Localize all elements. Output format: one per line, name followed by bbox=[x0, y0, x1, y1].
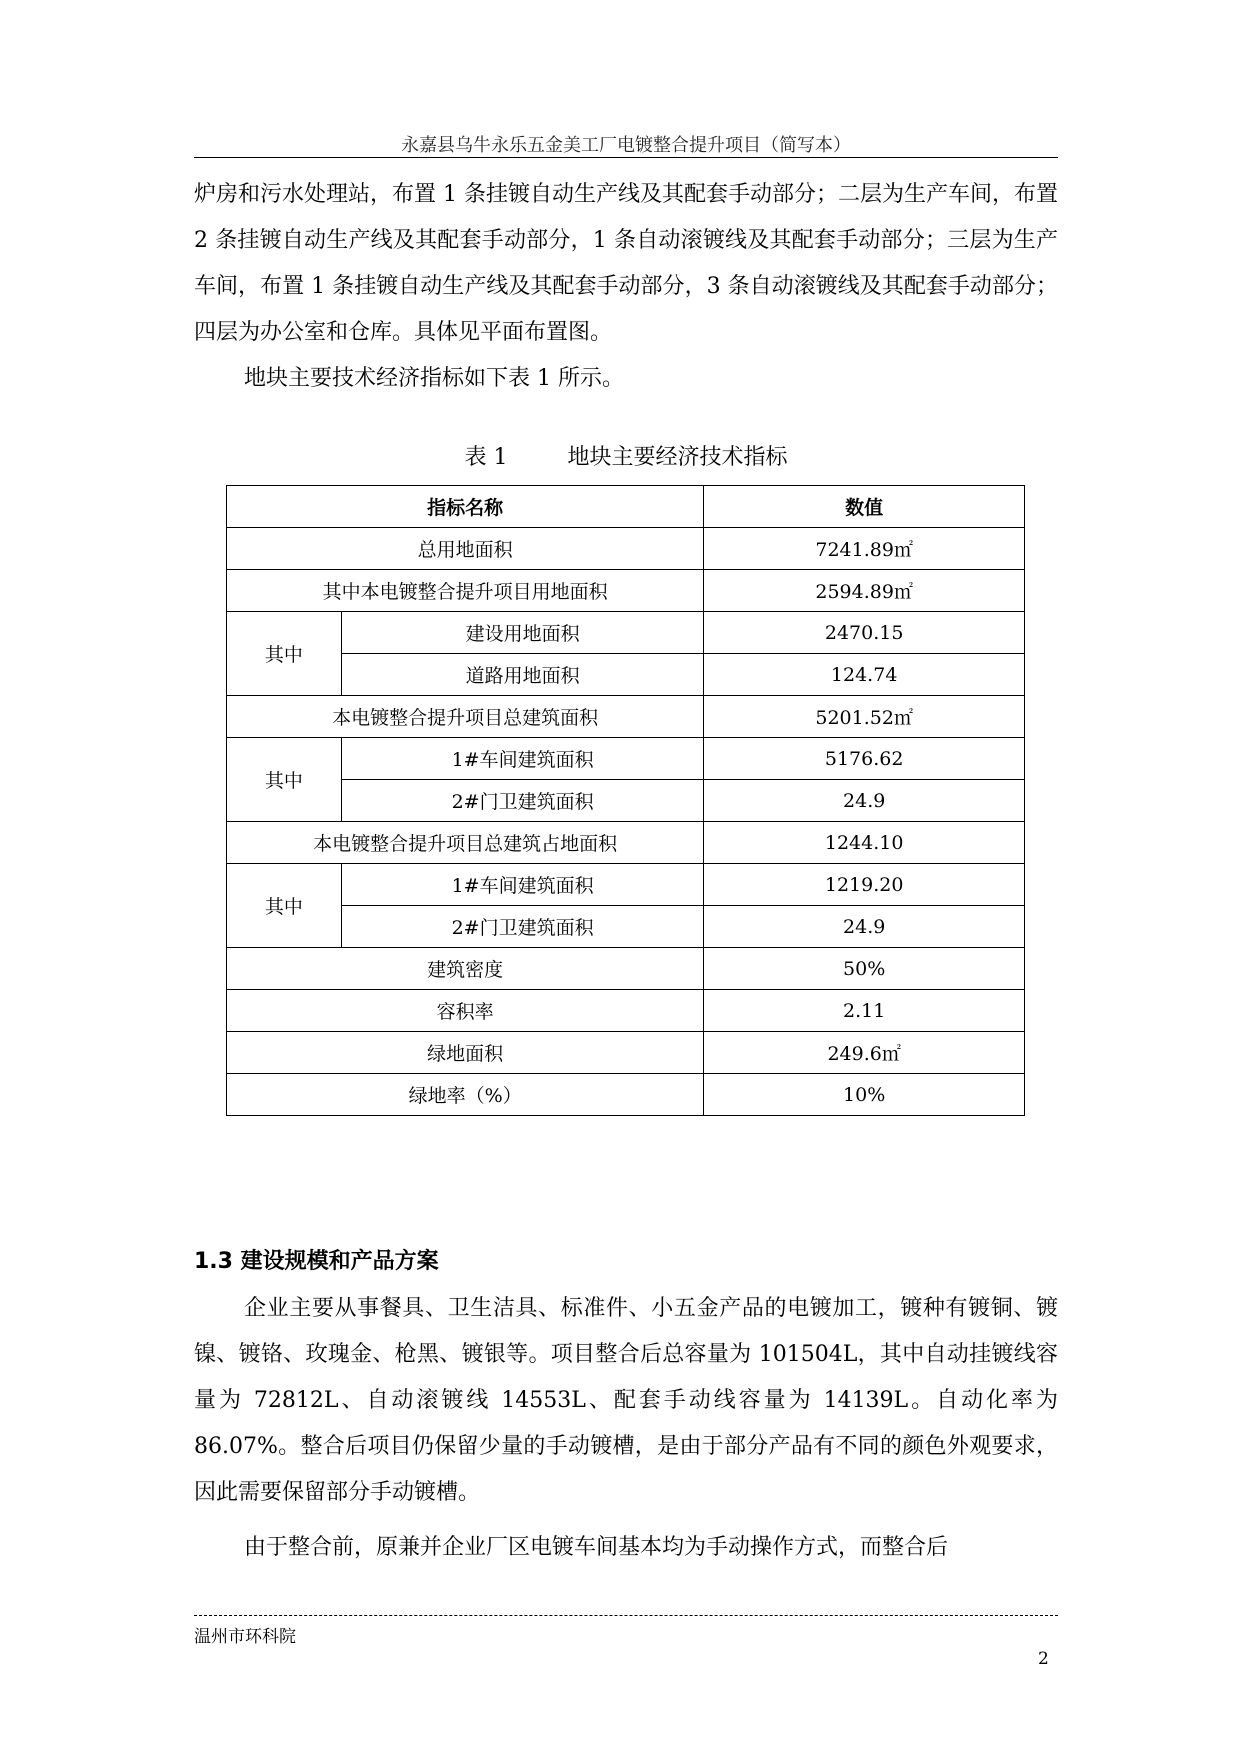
section-paragraph-1: 企业主要从事餐具、卫生洁具、标准件、小五金产品的电镀加工，镀种有镀铜、镀镍、镀铬、玫瑰金、枪黑、镀银等。项目整合后总容量为 101504L，其中自动挂镀线容量为 72812L、自动滚镀线 14553L、配套手动线容量为 14139L。自动化率为 86.07%。整合后项目仍保留少量的手动镀槽，是由于部分产品有不同的颜色外观要求，因此需要保留部分手动镀槽。 bbox=[194, 1296, 1058, 1505]
table-row bbox=[227, 864, 1025, 906]
row-label: 1#车间建筑面积 bbox=[341, 864, 704, 906]
table-caption-title: 地块主要经济技术指标 bbox=[567, 445, 788, 470]
table-row bbox=[227, 654, 1025, 696]
row-label: 建筑密度 bbox=[227, 948, 704, 990]
table-header-row bbox=[227, 486, 1025, 528]
row-value: 2470.15 bbox=[704, 612, 1025, 654]
section-paragraph-2: 由于整合前，原兼并企业厂区电镀车间基本均为手动操作方式，而整合后 bbox=[244, 1535, 949, 1560]
row-value: 5176.62 bbox=[704, 738, 1025, 780]
intro-paragraph: 炉房和污水处理站，布置 1 条挂镀自动生产线及其配套手动部分；二层为生产车间，布置 2 条挂镀自动生产线及其配套手动部分，1 条自动滚镀线及其配套手动部分；三层为生产车间，布置 1 条挂镀自动生产线及其配套手动部分，3 条自动滚镀线及其配套手动部分；四层为办公室和仓库。具体见平面布置图。 bbox=[194, 182, 1058, 345]
header-cell-name: 指标名称 bbox=[227, 486, 704, 528]
table-row bbox=[227, 738, 1025, 780]
table-row bbox=[227, 906, 1025, 948]
row-value: 50% bbox=[704, 948, 1025, 990]
row-label: 绿地率（%） bbox=[227, 1074, 704, 1116]
row-group-label: 其中 bbox=[227, 738, 342, 822]
table-row bbox=[227, 528, 1025, 570]
row-label: 建设用地面积 bbox=[341, 612, 704, 654]
row-label: 本电镀整合提升项目总建筑面积 bbox=[227, 696, 704, 738]
table-caption bbox=[194, 440, 1058, 471]
header-cell-value: 数值 bbox=[704, 486, 1025, 528]
row-label: 绿地面积 bbox=[227, 1032, 704, 1074]
row-value: 10% bbox=[704, 1074, 1025, 1116]
table-row bbox=[227, 696, 1025, 738]
row-label: 2#门卫建筑面积 bbox=[341, 780, 704, 822]
table-row bbox=[227, 1032, 1025, 1074]
running-header: 永嘉县乌牛永乐五金美工厂电镀整合提升项目（简写本） bbox=[401, 135, 851, 156]
row-value: 1219.20 bbox=[704, 864, 1025, 906]
row-label: 总用地面积 bbox=[227, 528, 704, 570]
page-number: 2 bbox=[1038, 1649, 1049, 1669]
row-value: 124.74 bbox=[704, 654, 1025, 696]
footer-rule bbox=[194, 1615, 1058, 1616]
row-label: 容积率 bbox=[227, 990, 704, 1032]
row-label: 2#门卫建筑面积 bbox=[341, 906, 704, 948]
row-label: 1#车间建筑面积 bbox=[341, 738, 704, 780]
row-label: 本电镀整合提升项目总建筑占地面积 bbox=[227, 822, 704, 864]
table-row bbox=[227, 822, 1025, 864]
table-row bbox=[227, 570, 1025, 612]
row-value: 24.9 bbox=[704, 906, 1025, 948]
table-intro-paragraph: 地块主要技术经济指标如下表 1 所示。 bbox=[244, 366, 624, 391]
row-value: 7241.89㎡ bbox=[704, 528, 1025, 570]
row-value: 24.9 bbox=[704, 780, 1025, 822]
row-label: 其中本电镀整合提升项目用地面积 bbox=[227, 570, 704, 612]
table-row bbox=[227, 1074, 1025, 1116]
table-caption-number: 表 1 bbox=[464, 445, 508, 470]
table-row bbox=[227, 948, 1025, 990]
table-row bbox=[227, 612, 1025, 654]
row-value: 1244.10 bbox=[704, 822, 1025, 864]
row-group-label: 其中 bbox=[227, 864, 342, 948]
footer-organization: 温州市环科院 bbox=[194, 1627, 296, 1647]
row-value: 5201.52㎡ bbox=[704, 696, 1025, 738]
row-group-label: 其中 bbox=[227, 612, 342, 696]
row-value: 249.6㎡ bbox=[704, 1032, 1025, 1074]
header-rule bbox=[194, 157, 1058, 158]
row-value: 2594.89㎡ bbox=[704, 570, 1025, 612]
section-heading: 1.3 建设规模和产品方案 bbox=[194, 1249, 439, 1274]
table-row bbox=[227, 990, 1025, 1032]
table-row bbox=[227, 780, 1025, 822]
row-label: 道路用地面积 bbox=[341, 654, 704, 696]
row-value: 2.11 bbox=[704, 990, 1025, 1032]
metrics-table bbox=[226, 485, 1025, 1116]
